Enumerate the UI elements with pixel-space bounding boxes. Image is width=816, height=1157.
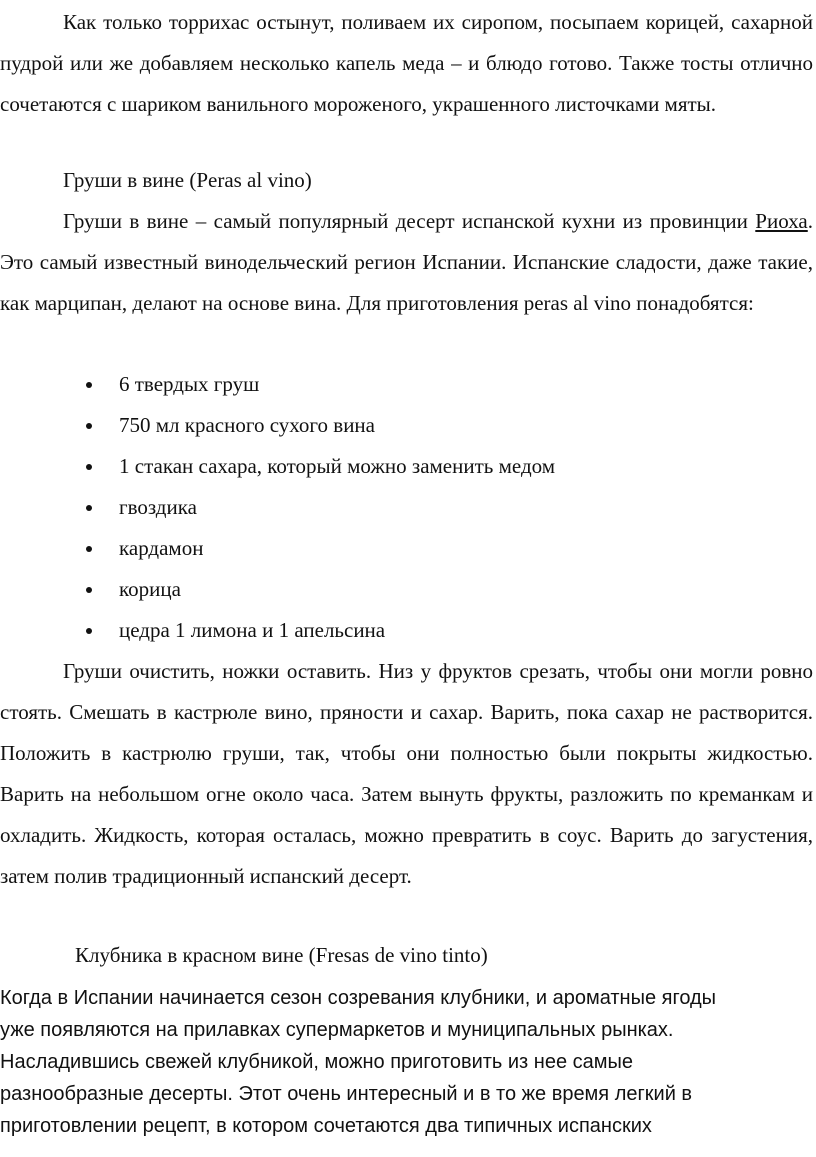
- bullet-icon: [86, 628, 92, 634]
- fresas-heading: Клубника в красном вине (Fresas de vino tinto): [75, 943, 488, 967]
- bullet-icon: [86, 546, 92, 552]
- fresas-line: Когда в Испании начинается сезон созревания клубники, и ароматные ягоды: [0, 987, 717, 1009]
- fresas-line: разнообразные десерты. Этот очень интересный и в то же время легкий в: [0, 1083, 693, 1105]
- fresas-intro-paragraph: [0, 982, 800, 1142]
- ingredient-text: 1 стакан сахара, который можно заменить медом: [119, 454, 556, 478]
- fresas-line: уже появляются на прилавках супермаркетов и муниципальных рынках.: [0, 1019, 674, 1041]
- ingredient-text: корица: [119, 577, 181, 601]
- ingredient-text: 6 твердых груш: [119, 372, 260, 396]
- ingredient-text: кардамон: [119, 536, 204, 560]
- bullet-icon: [86, 505, 92, 511]
- peras-intro-paragraph: [0, 201, 813, 324]
- peras-intro-text: Груши в вине – самый популярный десерт испанской кухни из провинции: [63, 209, 756, 233]
- bullet-icon: [86, 382, 92, 388]
- ingredient-text: гвоздика: [119, 495, 197, 519]
- ingredient-text: 750 мл красного сухого вина: [119, 413, 375, 437]
- peras-method-paragraph: Груши очистить, ножки оставить. Низ у фруктов срезать, чтобы они могли ровно стоять. Смешать в кастрюле вино, пряности и сахар. Варить, пока сахар не растворится. Положить в кастрюлю груши, так, чтобы они полностью были покрыты жидкостью. Варить на небольшом огне около часа. Затем вынуть фрукты, разложить по креманкам и охладить. Жидкость, которая осталась, можно превратить в соус. Варить до загустения, затем полив традиционный испанский десерт.: [0, 659, 813, 888]
- peras-intro-text-end: . Это самый известный винодельческий регион Испании. Испанские сладости, даже такие, как марципан, делают на основе вина. Для приготовления peras al vino понадобятся:: [0, 209, 813, 315]
- ingredient-text: цедра 1 лимона и 1 апельсина: [119, 618, 386, 642]
- fresas-line: Насладившись свежей клубникой, можно приготовить из нее самые: [0, 1051, 633, 1073]
- peras-heading: Груши в вине (Peras al vino): [63, 168, 312, 192]
- fresas-line: приготовлении рецепт, в котором сочетаются два типичных испанских: [0, 1115, 652, 1137]
- bullet-icon: [86, 587, 92, 593]
- rioja-link[interactable]: Риоха: [755, 209, 808, 233]
- bullet-icon: [86, 464, 92, 470]
- bullet-icon: [86, 423, 92, 429]
- torrijas-paragraph: Как только торрихас остынут, поливаем их сиропом, посыпаем корицей, сахарной пудрой или же добавляем несколько капель меда – и блюдо готово. Также тосты отлично сочетаются с шариком ванильного мороженого, украшенного листочками мяты.: [0, 10, 813, 116]
